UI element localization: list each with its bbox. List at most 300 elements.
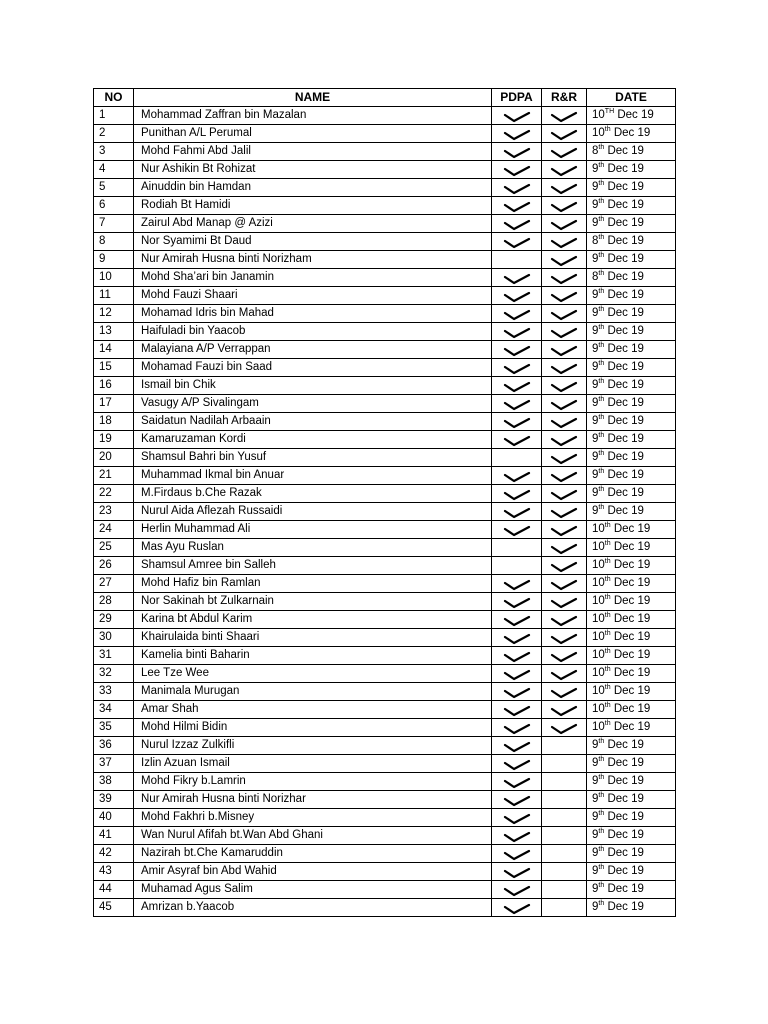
row-number: 4 <box>94 161 134 179</box>
date-suffix: th <box>598 378 605 385</box>
date-suffix: th <box>598 270 605 277</box>
date-rest: Dec 19 <box>607 217 644 229</box>
date-day: 8 <box>592 271 599 283</box>
rr-cell <box>542 233 587 251</box>
date-day: 10 <box>592 649 605 661</box>
row-name: Khairulaida binti Shaari <box>134 629 492 647</box>
rr-check-icon <box>550 379 578 391</box>
date-suffix: th <box>604 612 611 619</box>
date-rest: Dec 19 <box>613 613 651 625</box>
pdpa-check-icon <box>503 829 531 841</box>
pdpa-cell <box>492 161 542 179</box>
date-day: 9 <box>592 811 599 823</box>
pdpa-check-icon <box>503 685 531 697</box>
date-day: 10 <box>592 631 605 643</box>
date-suffix: th <box>598 846 605 853</box>
pdpa-cell <box>492 863 542 881</box>
row-name: Shamsul Bahri bin Yusuf <box>134 449 492 467</box>
pdpa-check-icon <box>503 793 531 805</box>
table-row <box>94 215 676 233</box>
pdpa-check-icon <box>503 703 531 715</box>
row-number: 11 <box>94 287 134 305</box>
table-row <box>94 359 676 377</box>
pdpa-check-icon <box>503 289 531 301</box>
row-date <box>587 701 676 719</box>
rr-cell <box>542 665 587 683</box>
rr-check-icon <box>550 469 578 481</box>
date-rest: Dec 19 <box>613 559 651 571</box>
pdpa-cell <box>492 791 542 809</box>
date-suffix: th <box>604 630 611 637</box>
rr-cell <box>542 125 587 143</box>
date-day: 9 <box>592 415 599 427</box>
rr-cell <box>542 629 587 647</box>
date-day: 10 <box>592 667 605 679</box>
pdpa-check-icon <box>503 811 531 823</box>
rr-check-icon <box>550 199 578 211</box>
rr-check-icon <box>550 559 578 571</box>
row-name: Zairul Abd Manap @ Azizi <box>134 215 492 233</box>
rr-check-icon <box>550 703 578 715</box>
date-day: 10 <box>592 541 605 553</box>
pdpa-check-icon <box>503 109 531 121</box>
date-suffix: th <box>598 288 605 295</box>
row-date <box>587 125 676 143</box>
row-name: Karina bt Abdul Karim <box>134 611 492 629</box>
row-number: 26 <box>94 557 134 575</box>
rr-cell <box>542 791 587 809</box>
rr-cell <box>542 863 587 881</box>
row-number: 31 <box>94 647 134 665</box>
rr-cell <box>542 683 587 701</box>
row-number: 27 <box>94 575 134 593</box>
row-name: Nazirah bt.Che Kamaruddin <box>134 845 492 863</box>
row-date <box>587 215 676 233</box>
pdpa-check-icon <box>503 217 531 229</box>
pdpa-cell <box>492 665 542 683</box>
rr-check-icon <box>550 523 578 535</box>
pdpa-check-icon <box>503 433 531 445</box>
rr-cell <box>542 179 587 197</box>
row-date <box>587 683 676 701</box>
pdpa-cell <box>492 413 542 431</box>
pdpa-cell <box>492 521 542 539</box>
date-day: 10 <box>592 109 605 121</box>
row-name: Wan Nurul Afifah bt.Wan Abd Ghani <box>134 827 492 845</box>
table-row <box>94 827 676 845</box>
rr-check-icon <box>550 343 578 355</box>
date-rest: Dec 19 <box>607 505 644 517</box>
row-name: Mohammad Zaffran bin Mazalan <box>134 107 492 125</box>
date-rest: Dec 19 <box>607 235 644 247</box>
pdpa-cell <box>492 449 542 467</box>
row-date <box>587 647 676 665</box>
row-date <box>587 665 676 683</box>
row-date <box>587 773 676 791</box>
table-row <box>94 341 676 359</box>
row-number: 32 <box>94 665 134 683</box>
date-rest: Dec 19 <box>607 163 644 175</box>
date-suffix: th <box>604 594 611 601</box>
row-date <box>587 269 676 287</box>
pdpa-check-icon <box>503 667 531 679</box>
pdpa-check-icon <box>503 343 531 355</box>
date-rest: Dec 19 <box>607 901 644 913</box>
row-number: 10 <box>94 269 134 287</box>
date-rest: Dec 19 <box>607 343 644 355</box>
rr-cell <box>542 503 587 521</box>
row-date <box>587 179 676 197</box>
pdpa-check-icon <box>503 847 531 859</box>
date-suffix: th <box>604 522 611 529</box>
row-number: 14 <box>94 341 134 359</box>
rr-cell <box>542 845 587 863</box>
row-number: 35 <box>94 719 134 737</box>
pdpa-check-icon <box>503 901 531 913</box>
row-name: Mohd Hilmi Bidin <box>134 719 492 737</box>
date-suffix: th <box>604 576 611 583</box>
table-row <box>94 521 676 539</box>
date-day: 9 <box>592 793 599 805</box>
row-date <box>587 323 676 341</box>
date-day: 9 <box>592 469 599 481</box>
row-date <box>587 899 676 917</box>
pdpa-cell <box>492 395 542 413</box>
date-rest: Dec 19 <box>613 721 651 733</box>
rr-cell <box>542 143 587 161</box>
date-suffix: th <box>598 324 605 331</box>
pdpa-check-icon <box>503 487 531 499</box>
date-day: 9 <box>592 487 599 499</box>
table-body <box>94 107 676 917</box>
date-rest: Dec 19 <box>617 109 654 121</box>
row-number: 40 <box>94 809 134 827</box>
rr-check-icon <box>550 541 578 553</box>
table-row <box>94 773 676 791</box>
date-rest: Dec 19 <box>607 883 644 895</box>
date-day: 9 <box>592 181 599 193</box>
row-name: Kamelia binti Baharin <box>134 647 492 665</box>
date-rest: Dec 19 <box>613 685 651 697</box>
rr-cell <box>542 575 587 593</box>
row-name: Mohd Fauzi Shaari <box>134 287 492 305</box>
row-date <box>587 503 676 521</box>
date-rest: Dec 19 <box>607 253 644 265</box>
header-rr: R&R <box>542 89 587 107</box>
date-rest: Dec 19 <box>607 865 644 877</box>
date-day: 9 <box>592 361 599 373</box>
date-suffix: th <box>598 864 605 871</box>
pdpa-cell <box>492 125 542 143</box>
rr-cell <box>542 197 587 215</box>
row-date <box>587 413 676 431</box>
pdpa-check-icon <box>503 865 531 877</box>
pdpa-cell <box>492 593 542 611</box>
rr-cell <box>542 377 587 395</box>
row-name: Nur Ashikin Bt Rohizat <box>134 161 492 179</box>
date-rest: Dec 19 <box>607 199 644 211</box>
pdpa-cell <box>492 179 542 197</box>
row-date <box>587 881 676 899</box>
row-number: 25 <box>94 539 134 557</box>
date-suffix: th <box>604 648 611 655</box>
row-number: 38 <box>94 773 134 791</box>
row-date <box>587 341 676 359</box>
table-row <box>94 539 676 557</box>
rr-cell <box>542 161 587 179</box>
row-date <box>587 251 676 269</box>
date-suffix: th <box>598 252 605 259</box>
date-day: 10 <box>592 685 605 697</box>
pdpa-cell <box>492 557 542 575</box>
row-name: Nurul Aida Aflezah Russaidi <box>134 503 492 521</box>
pdpa-cell <box>492 845 542 863</box>
pdpa-check-icon <box>503 379 531 391</box>
pdpa-cell <box>492 251 542 269</box>
pdpa-cell <box>492 809 542 827</box>
date-rest: Dec 19 <box>607 181 644 193</box>
rr-cell <box>542 899 587 917</box>
header-no: NO <box>94 89 134 107</box>
row-date <box>587 449 676 467</box>
date-suffix: th <box>598 468 605 475</box>
date-day: 9 <box>592 163 599 175</box>
row-date <box>587 395 676 413</box>
date-suffix: th <box>604 666 611 673</box>
date-rest: Dec 19 <box>613 703 651 715</box>
rr-cell <box>542 719 587 737</box>
date-suffix: th <box>598 198 605 205</box>
date-rest: Dec 19 <box>607 469 644 481</box>
rr-check-icon <box>550 451 578 463</box>
row-number: 15 <box>94 359 134 377</box>
rr-cell <box>542 215 587 233</box>
date-suffix: th <box>598 216 605 223</box>
date-day: 9 <box>592 253 599 265</box>
row-number: 44 <box>94 881 134 899</box>
date-suffix: th <box>598 342 605 349</box>
pdpa-check-icon <box>503 325 531 337</box>
table-row <box>94 719 676 737</box>
row-name: Mohd Fikry b.Lamrin <box>134 773 492 791</box>
pdpa-cell <box>492 233 542 251</box>
table-row <box>94 449 676 467</box>
table-row <box>94 557 676 575</box>
date-day: 9 <box>592 847 599 859</box>
pdpa-cell <box>492 341 542 359</box>
table-row <box>94 503 676 521</box>
row-date <box>587 485 676 503</box>
rr-check-icon <box>550 433 578 445</box>
row-name: Mohd Fakhri b.Misney <box>134 809 492 827</box>
date-suffix: th <box>598 180 605 187</box>
row-name: Lee Tze Wee <box>134 665 492 683</box>
table-row <box>94 305 676 323</box>
row-date <box>587 233 676 251</box>
date-rest: Dec 19 <box>607 847 644 859</box>
row-number: 17 <box>94 395 134 413</box>
date-suffix: th <box>604 126 611 133</box>
rr-cell <box>542 647 587 665</box>
row-date <box>587 827 676 845</box>
pdpa-cell <box>492 467 542 485</box>
row-name: Ismail bin Chik <box>134 377 492 395</box>
date-rest: Dec 19 <box>613 523 651 535</box>
rr-check-icon <box>550 127 578 139</box>
date-day: 9 <box>592 397 599 409</box>
row-number: 1 <box>94 107 134 125</box>
date-rest: Dec 19 <box>607 397 644 409</box>
row-number: 33 <box>94 683 134 701</box>
row-date <box>587 431 676 449</box>
pdpa-check-icon <box>503 631 531 643</box>
row-number: 30 <box>94 629 134 647</box>
rr-cell <box>542 539 587 557</box>
row-name: Izlin Azuan Ismail <box>134 755 492 773</box>
pdpa-check-icon <box>503 307 531 319</box>
row-number: 28 <box>94 593 134 611</box>
rr-check-icon <box>550 415 578 427</box>
table-row <box>94 161 676 179</box>
rr-cell <box>542 737 587 755</box>
rr-cell <box>542 449 587 467</box>
date-rest: Dec 19 <box>607 379 644 391</box>
table-row <box>94 107 676 125</box>
row-name: Ainuddin bin Hamdan <box>134 179 492 197</box>
pdpa-cell <box>492 899 542 917</box>
header-date: DATE <box>587 89 676 107</box>
rr-cell <box>542 305 587 323</box>
row-name: Herlin Muhammad Ali <box>134 521 492 539</box>
table-row <box>94 323 676 341</box>
row-number: 5 <box>94 179 134 197</box>
row-name: Nor Syamimi Bt Daud <box>134 233 492 251</box>
date-day: 10 <box>592 577 605 589</box>
row-number: 16 <box>94 377 134 395</box>
row-date <box>587 755 676 773</box>
date-suffix: th <box>598 234 605 241</box>
pdpa-cell <box>492 773 542 791</box>
rr-check-icon <box>550 325 578 337</box>
date-suffix: th <box>598 144 605 151</box>
pdpa-cell <box>492 683 542 701</box>
date-suffix: th <box>598 414 605 421</box>
date-day: 9 <box>592 883 599 895</box>
rr-check-icon <box>550 505 578 517</box>
row-number: 9 <box>94 251 134 269</box>
pdpa-cell <box>492 755 542 773</box>
row-name: Kamaruzaman Kordi <box>134 431 492 449</box>
pdpa-check-icon <box>503 649 531 661</box>
rr-check-icon <box>550 595 578 607</box>
date-suffix: TH <box>604 108 615 115</box>
date-day: 10 <box>592 595 605 607</box>
pdpa-cell <box>492 701 542 719</box>
row-name: Nur Amirah Husna binti Norizham <box>134 251 492 269</box>
table-row <box>94 701 676 719</box>
table-row <box>94 485 676 503</box>
date-day: 8 <box>592 145 599 157</box>
rr-cell <box>542 827 587 845</box>
date-suffix: th <box>604 702 611 709</box>
row-name: Nurul Izzaz Zulkifli <box>134 737 492 755</box>
table-row <box>94 737 676 755</box>
table-row <box>94 755 676 773</box>
date-suffix: th <box>598 774 605 781</box>
row-name: Muhammad Ikmal bin Anuar <box>134 467 492 485</box>
table-row <box>94 611 676 629</box>
date-day: 9 <box>592 865 599 877</box>
row-date <box>587 467 676 485</box>
row-date <box>587 377 676 395</box>
pdpa-cell <box>492 323 542 341</box>
rr-cell <box>542 467 587 485</box>
rr-cell <box>542 323 587 341</box>
date-rest: Dec 19 <box>607 757 644 769</box>
date-rest: Dec 19 <box>607 361 644 373</box>
rr-check-icon <box>550 307 578 319</box>
date-day: 9 <box>592 829 599 841</box>
rr-cell <box>542 755 587 773</box>
rr-check-icon <box>550 487 578 499</box>
pdpa-check-icon <box>503 235 531 247</box>
row-name: Mohamad Idris bin Mahad <box>134 305 492 323</box>
table-row <box>94 593 676 611</box>
table-row <box>94 881 676 899</box>
date-rest: Dec 19 <box>607 739 644 751</box>
table-row <box>94 629 676 647</box>
table-row <box>94 197 676 215</box>
row-number: 6 <box>94 197 134 215</box>
header-row <box>94 89 676 107</box>
date-suffix: th <box>604 684 611 691</box>
table-row <box>94 233 676 251</box>
header-name: NAME <box>134 89 492 107</box>
date-day: 10 <box>592 613 605 625</box>
row-number: 37 <box>94 755 134 773</box>
rr-check-icon <box>550 397 578 409</box>
row-name: Mohd Sha’ari bin Janamin <box>134 269 492 287</box>
pdpa-check-icon <box>503 397 531 409</box>
date-day: 9 <box>592 433 599 445</box>
rr-cell <box>542 611 587 629</box>
pdpa-check-icon <box>503 163 531 175</box>
row-name: Mohamad Fauzi bin Saad <box>134 359 492 377</box>
date-rest: Dec 19 <box>607 775 644 787</box>
pdpa-cell <box>492 539 542 557</box>
table-row <box>94 845 676 863</box>
row-date <box>587 197 676 215</box>
pdpa-check-icon <box>503 469 531 481</box>
row-date <box>587 611 676 629</box>
rr-cell <box>542 359 587 377</box>
date-day: 9 <box>592 325 599 337</box>
rr-cell <box>542 773 587 791</box>
row-name: Amrizan b.Yaacob <box>134 899 492 917</box>
date-rest: Dec 19 <box>613 577 651 589</box>
table-row <box>94 287 676 305</box>
rr-cell <box>542 881 587 899</box>
row-name: Vasugy A/P Sivalingam <box>134 395 492 413</box>
date-day: 10 <box>592 523 605 535</box>
rr-check-icon <box>550 181 578 193</box>
row-number: 7 <box>94 215 134 233</box>
rr-cell <box>542 521 587 539</box>
row-date <box>587 791 676 809</box>
date-suffix: th <box>604 720 611 727</box>
date-day: 9 <box>592 199 599 211</box>
row-date <box>587 143 676 161</box>
